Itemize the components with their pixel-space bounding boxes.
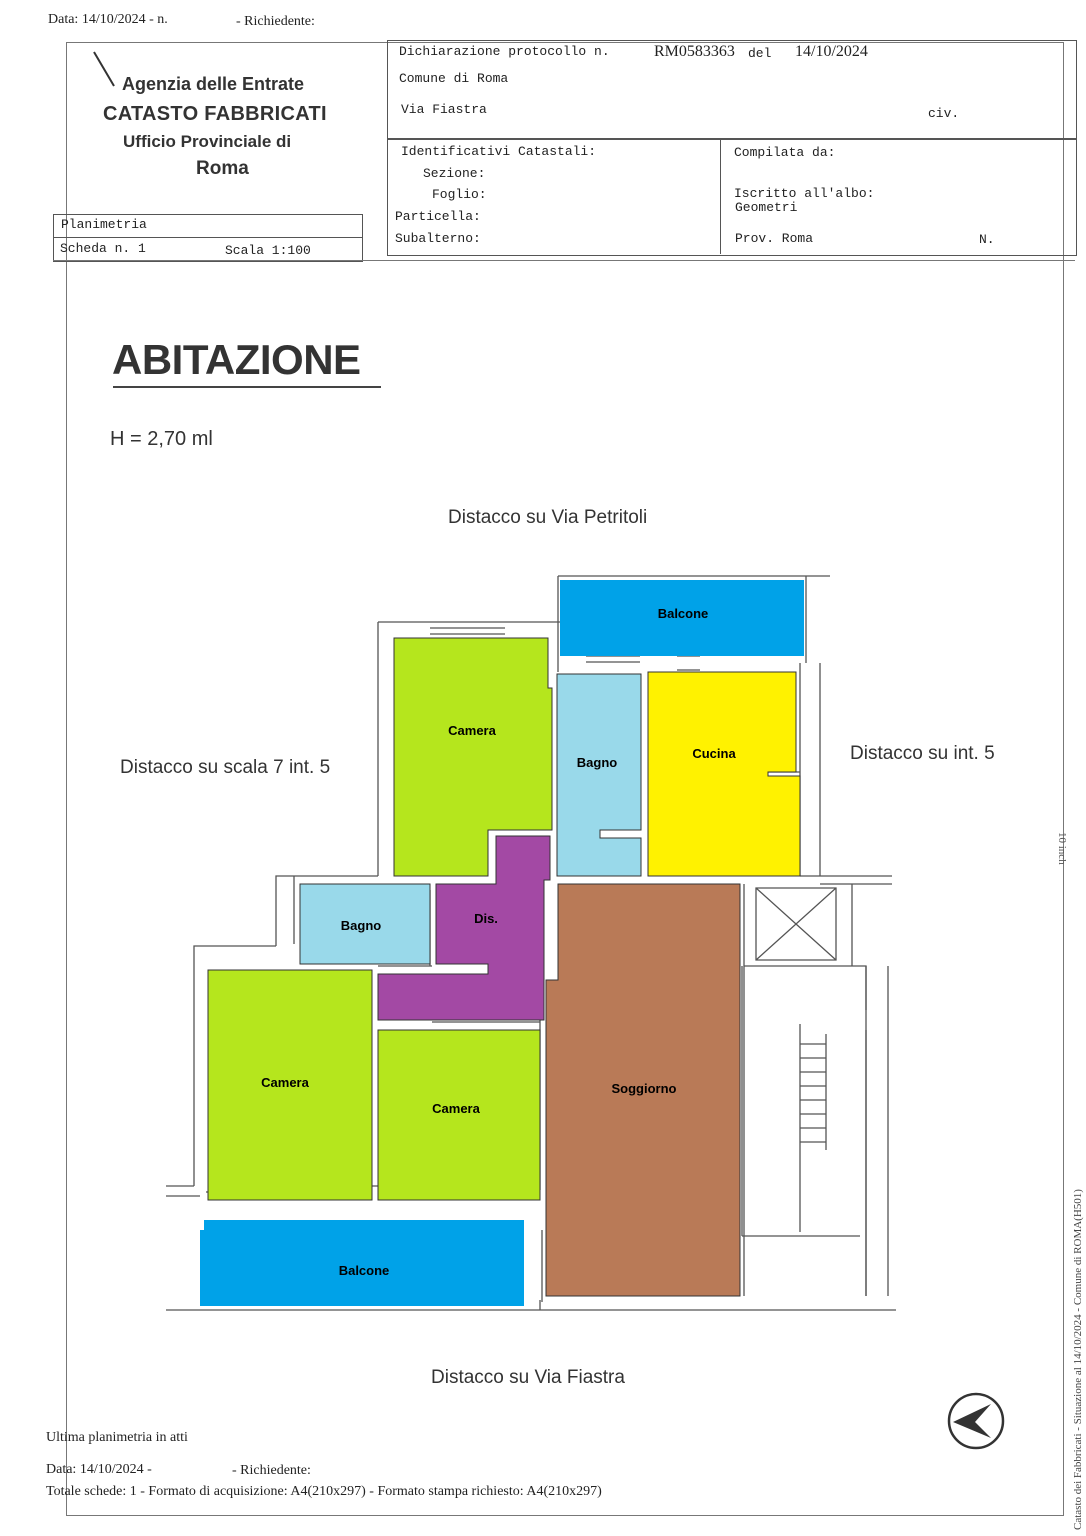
prov-label: Prov. Roma xyxy=(735,231,814,246)
catasto-fabbricati: CATASTO FABBRICATI xyxy=(103,103,327,125)
protocol-number: RM0583363 xyxy=(654,43,735,60)
plan-title: ABITAZIONE xyxy=(112,336,361,383)
ufficio-city: Roma xyxy=(196,158,249,179)
footer-richiedente: - Richiedente: xyxy=(232,1463,311,1478)
vertical-footer: Catasto dei Fabbricati - Situazione al 14/10/2024 - Comune di ROMA(H501) xyxy=(1072,1189,1084,1530)
label-bagno-mid: Bagno xyxy=(340,918,382,933)
height-label: H = 2,70 ml xyxy=(110,428,213,450)
foglio-label: Foglio: xyxy=(432,187,487,202)
distacco-west: Distacco su scala 7 int. 5 xyxy=(120,757,331,778)
sezione-label: Sezione: xyxy=(423,166,486,181)
room-bagno-top xyxy=(557,674,641,876)
scala-label: Scala 1:100 xyxy=(225,243,311,258)
distacco-north: Distacco su Via Petritoli xyxy=(448,507,648,528)
label-camera-left: Camera xyxy=(261,1075,309,1090)
label-cucina: Cucina xyxy=(692,746,736,761)
particella-label: Particella: xyxy=(395,209,481,224)
agency-name: Agenzia delle Entrate xyxy=(122,74,305,94)
label-balcone-bottom: Balcone xyxy=(338,1263,390,1278)
footer-date-label: Data: 14/10/2024 - xyxy=(46,1462,152,1477)
label-balcone-top: Balcone xyxy=(657,606,709,621)
planimetria-label: Planimetria xyxy=(61,217,147,232)
side-measure: 10 inch xyxy=(1056,832,1068,865)
distacco-east: Distacco su int. 5 xyxy=(850,743,995,764)
top-date-label: Data: 14/10/2024 - n. xyxy=(48,12,168,27)
ultima-planimetria: Ultima planimetria in atti xyxy=(46,1430,188,1445)
top-richiedente-label: - Richiedente: xyxy=(236,14,315,29)
via-label: Via Fiastra xyxy=(401,102,487,117)
footer-totale: Totale schede: 1 - Formato di acquisizione: A4(210x297) - Formato stampa richiesto: A4(210x297) xyxy=(46,1484,602,1499)
n-label: N. xyxy=(979,232,995,247)
del-label: del xyxy=(748,46,772,61)
dichiarazione-label: Dichiarazione protocollo n. xyxy=(399,44,610,59)
declaration-date: 14/10/2024 xyxy=(795,43,868,60)
ufficio-provinciale: Ufficio Provinciale di xyxy=(123,132,292,151)
label-camera-mid: Camera xyxy=(432,1101,480,1116)
scheda-label: Scheda n. 1 xyxy=(60,241,146,256)
label-camera-top: Camera xyxy=(448,723,496,738)
distacco-south: Distacco su Via Fiastra xyxy=(431,1367,625,1388)
compilata-label: Compilata da: xyxy=(734,145,836,160)
comune-label: Comune di Roma xyxy=(399,71,509,86)
label-bagno-top: Bagno xyxy=(576,755,618,770)
label-dis: Dis. xyxy=(474,911,498,926)
civ-label: civ. xyxy=(928,106,960,121)
subalterno-label: Subalterno: xyxy=(395,231,481,246)
iscritto-label: Iscritto all'albo: xyxy=(734,186,875,201)
label-soggiorno: Soggiorno xyxy=(611,1081,677,1096)
albo-value: Geometri xyxy=(735,200,798,215)
north-arrow-icon xyxy=(945,1390,1007,1452)
room-cucina xyxy=(648,672,800,876)
identificativi-label: Identificativi Catastali: xyxy=(401,144,597,159)
